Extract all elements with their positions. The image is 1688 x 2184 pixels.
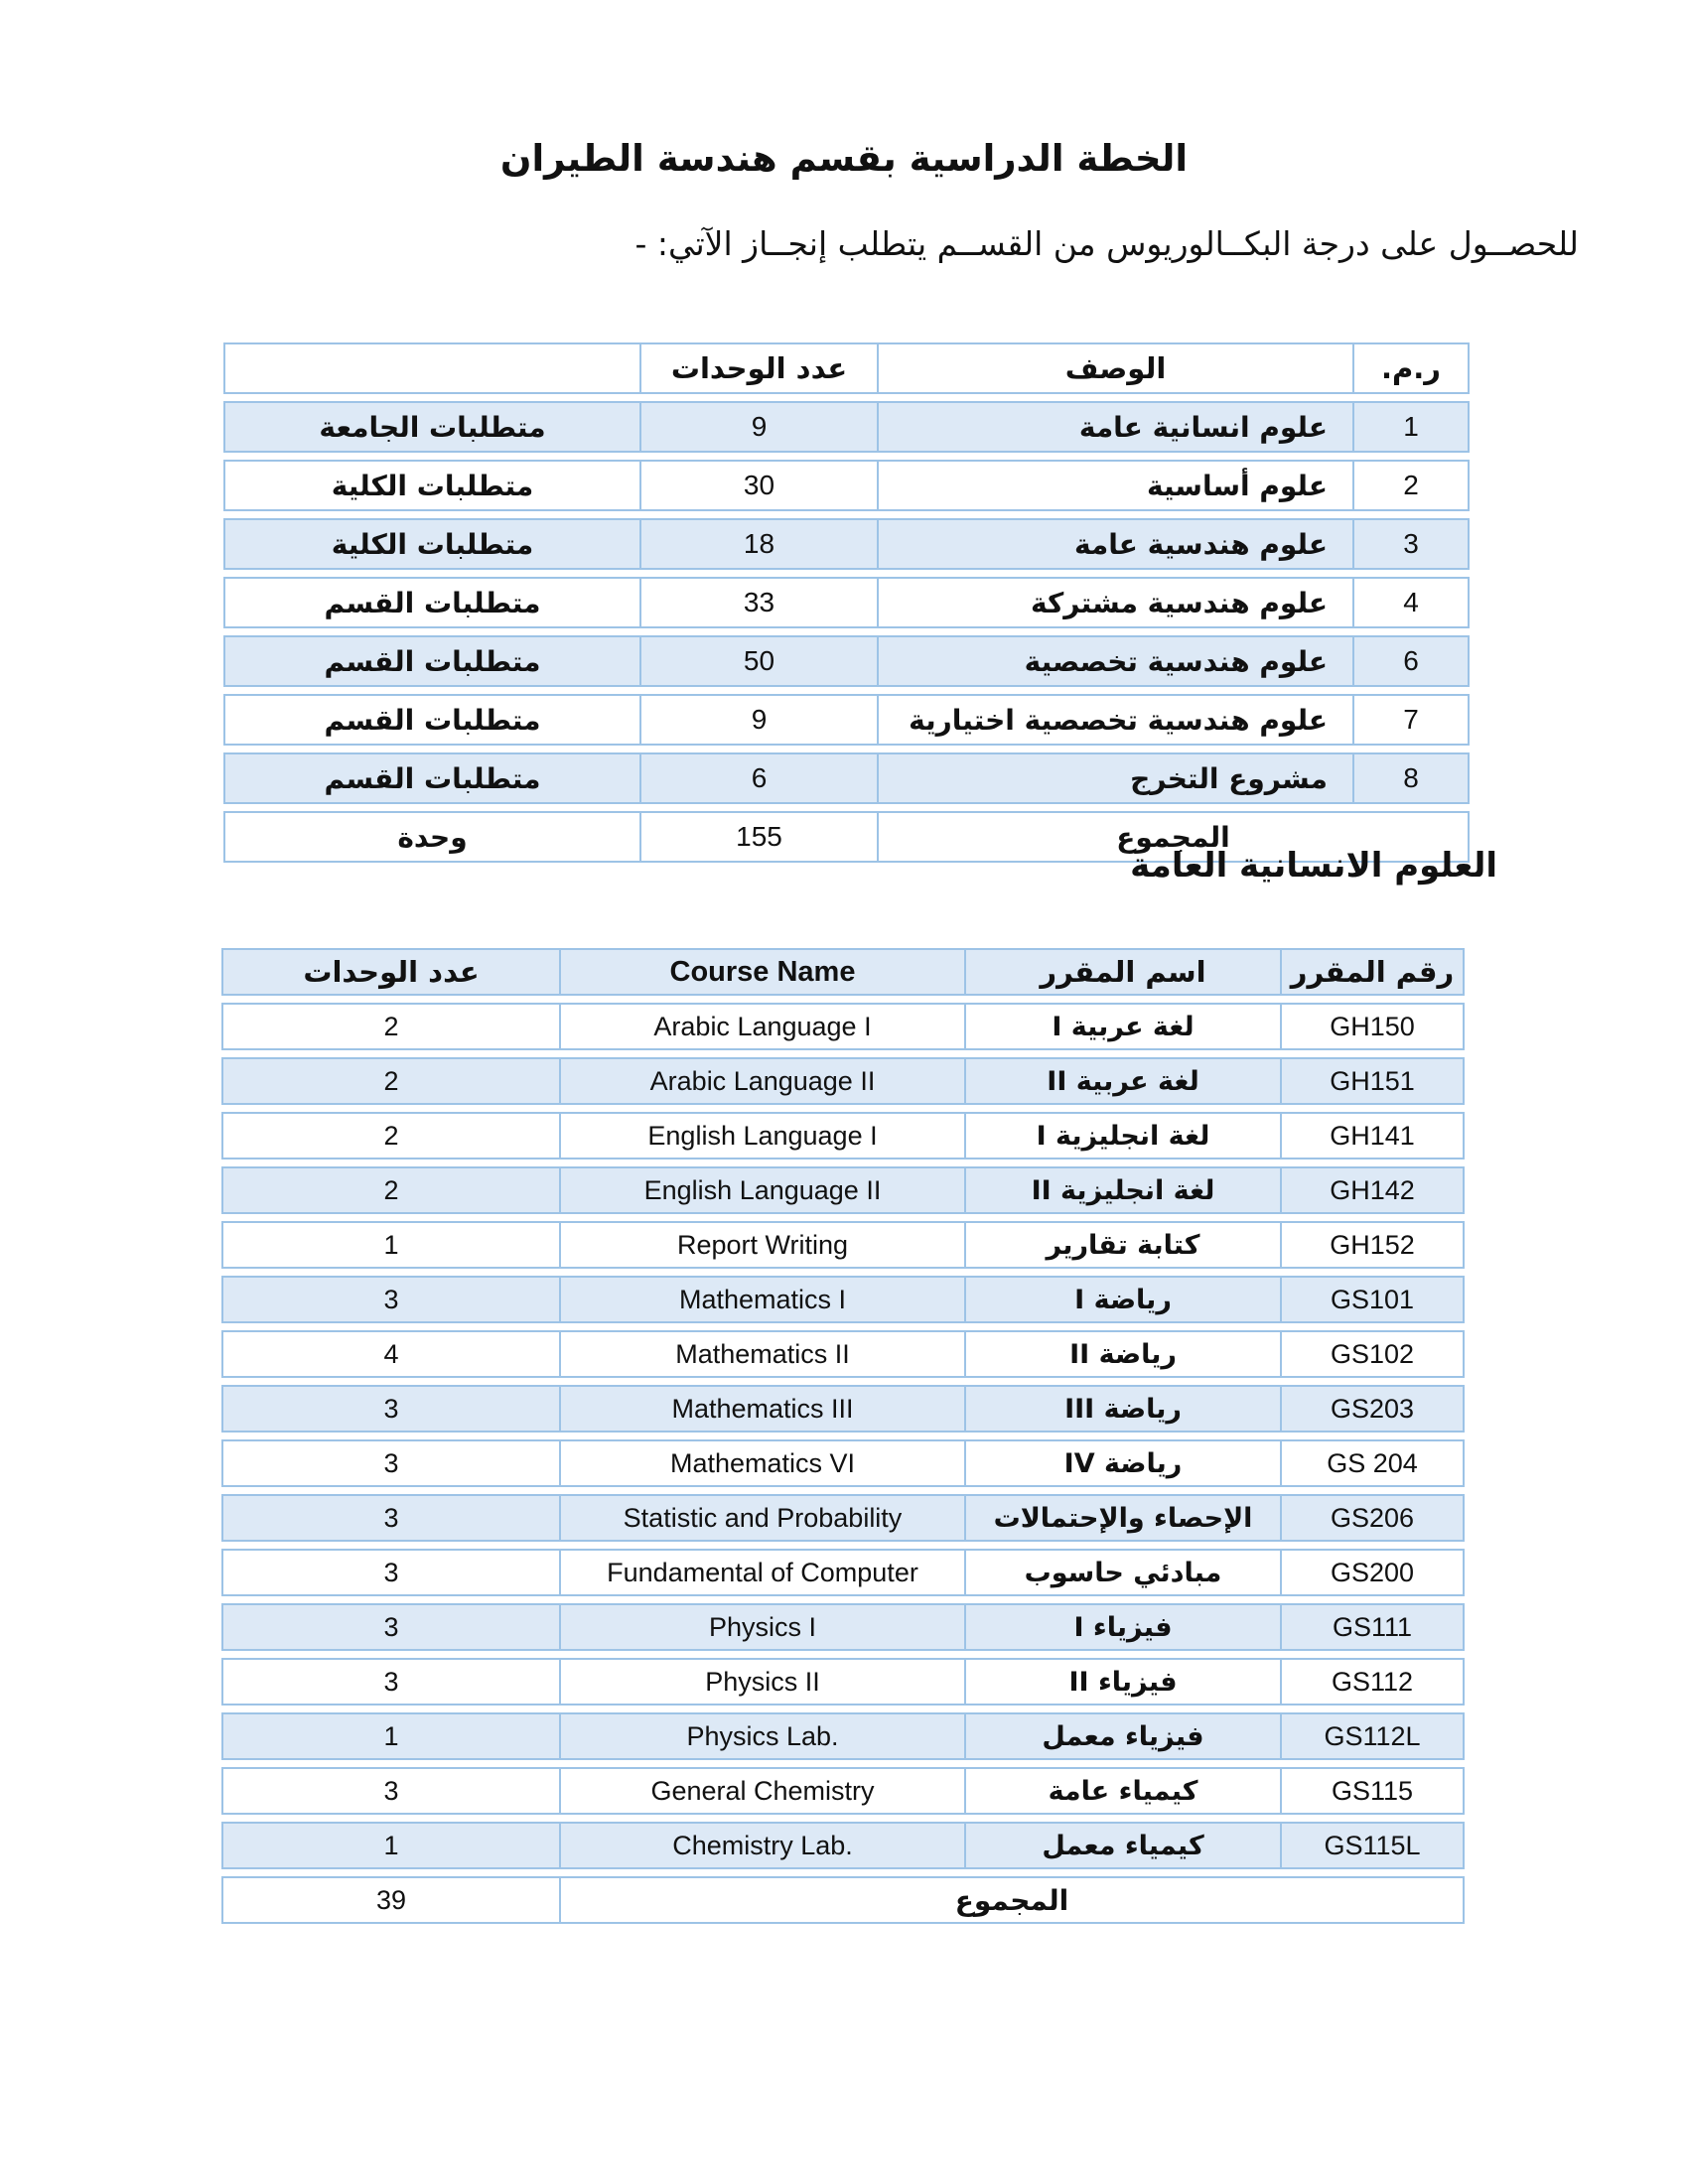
cell-units: 30 — [641, 460, 879, 511]
table-row — [221, 1385, 1465, 1433]
cell-course_ar: كيمياء عامة — [966, 1767, 1282, 1815]
cell-code: GH141 — [1282, 1112, 1465, 1160]
cell-course_en: Physics I — [561, 1603, 966, 1651]
cell-units: 6 — [641, 752, 879, 804]
table-row — [223, 401, 1470, 453]
cell-course_en: Arabic Language II — [561, 1057, 966, 1105]
header-course-name-ar: اسم المقرر — [966, 948, 1282, 996]
table-row — [221, 1822, 1465, 1869]
total-unit-word: وحدة — [223, 811, 641, 863]
cell-num: 4 — [1354, 577, 1470, 628]
cell-units: 2 — [221, 1003, 561, 1050]
summary-header-row — [223, 342, 1470, 394]
table-row — [223, 694, 1470, 746]
courses-table — [221, 941, 1465, 1931]
header-requirement — [223, 342, 641, 394]
cell-req: متطلبات الكلية — [223, 518, 641, 570]
courses-total-row — [221, 1876, 1465, 1924]
cell-course_ar: كيمياء معمل — [966, 1822, 1282, 1869]
cell-code: GS203 — [1282, 1385, 1465, 1433]
table-row — [223, 752, 1470, 804]
cell-num: 6 — [1354, 635, 1470, 687]
cell-units: 1 — [221, 1221, 561, 1269]
cell-units: 2 — [221, 1057, 561, 1105]
cell-course_en: Mathematics I — [561, 1276, 966, 1323]
cell-code: GH152 — [1282, 1221, 1465, 1269]
cell-course_en: Statistic and Probability — [561, 1494, 966, 1542]
cell-course_en: Mathematics III — [561, 1385, 966, 1433]
cell-code: GH151 — [1282, 1057, 1465, 1105]
table-row — [221, 1057, 1465, 1105]
cell-code: GS111 — [1282, 1603, 1465, 1651]
cell-units: 3 — [221, 1494, 561, 1542]
cell-course_en: Arabic Language I — [561, 1003, 966, 1050]
cell-code: GS115 — [1282, 1767, 1465, 1815]
cell-units: 18 — [641, 518, 879, 570]
cell-course_en: Physics Lab. — [561, 1712, 966, 1760]
cell-course_en: Report Writing — [561, 1221, 966, 1269]
table-row — [221, 1712, 1465, 1760]
cell-course_en: Mathematics VI — [561, 1439, 966, 1487]
cell-course_en: Mathematics II — [561, 1330, 966, 1378]
cell-units: 3 — [221, 1549, 561, 1596]
section-title-humanities: العلوم الانسانية العامة — [1130, 846, 1497, 886]
cell-course_ar: الإحصاء والإحتمالات — [966, 1494, 1282, 1542]
table-row — [221, 1658, 1465, 1706]
cell-course_ar: لغة عربية I — [966, 1003, 1282, 1050]
cell-units: 9 — [641, 694, 879, 746]
cell-desc: علوم هندسية عامة — [879, 518, 1354, 570]
table-row — [221, 1603, 1465, 1651]
table-row — [221, 1439, 1465, 1487]
cell-course_ar: فيزياء I — [966, 1603, 1282, 1651]
cell-units: 1 — [221, 1712, 561, 1760]
cell-req: متطلبات الجامعة — [223, 401, 641, 453]
table-row — [221, 1330, 1465, 1378]
cell-desc: علوم انسانية عامة — [879, 401, 1354, 453]
cell-units: 50 — [641, 635, 879, 687]
cell-course_en: Chemistry Lab. — [561, 1822, 966, 1869]
cell-course_ar: فيزياء II — [966, 1658, 1282, 1706]
cell-units: 3 — [221, 1276, 561, 1323]
cell-course_ar: رياضة I — [966, 1276, 1282, 1323]
cell-units: 2 — [221, 1166, 561, 1214]
cell-course_ar: رياضة IV — [966, 1439, 1282, 1487]
cell-units: 9 — [641, 401, 879, 453]
table-row — [223, 635, 1470, 687]
cell-units: 4 — [221, 1330, 561, 1378]
cell-code: GS101 — [1282, 1276, 1465, 1323]
table-row — [221, 1003, 1465, 1050]
header-units: عدد الوحدات — [641, 342, 879, 394]
courses-header-row — [221, 948, 1465, 996]
cell-course_ar: رياضة II — [966, 1330, 1282, 1378]
cell-course_ar: لغة انجليزية I — [966, 1112, 1282, 1160]
cell-code: GS200 — [1282, 1549, 1465, 1596]
cell-code: GS 204 — [1282, 1439, 1465, 1487]
cell-course_ar: رياضة III — [966, 1385, 1282, 1433]
cell-course_ar: كتابة تقارير — [966, 1221, 1282, 1269]
cell-num: 1 — [1354, 401, 1470, 453]
cell-desc: مشروع التخرج — [879, 752, 1354, 804]
table-row — [221, 1221, 1465, 1269]
header-description: الوصف — [879, 342, 1354, 394]
cell-units: 3 — [221, 1658, 561, 1706]
cell-course_en: General Chemistry — [561, 1767, 966, 1815]
table-row — [223, 518, 1470, 570]
cell-num: 7 — [1354, 694, 1470, 746]
cell-course_en: Fundamental of Computer — [561, 1549, 966, 1596]
cell-code: GS112 — [1282, 1658, 1465, 1706]
total-label: المجموع — [561, 1876, 1465, 1924]
table-row — [221, 1276, 1465, 1323]
cell-course_ar: فيزياء معمل — [966, 1712, 1282, 1760]
cell-code: GS206 — [1282, 1494, 1465, 1542]
header-course-name-en: Course Name — [561, 948, 966, 996]
cell-num: 2 — [1354, 460, 1470, 511]
header-serial: ر.م. — [1354, 342, 1470, 394]
cell-req: متطلبات القسم — [223, 694, 641, 746]
table-row — [221, 1767, 1465, 1815]
table-row — [221, 1166, 1465, 1214]
cell-desc: علوم هندسية مشتركة — [879, 577, 1354, 628]
cell-course_ar: لغة عربية II — [966, 1057, 1282, 1105]
header-course-code: رقم المقرر — [1282, 948, 1465, 996]
cell-course_en: English Language I — [561, 1112, 966, 1160]
cell-req: متطلبات الكلية — [223, 460, 641, 511]
table-row — [221, 1494, 1465, 1542]
cell-units: 33 — [641, 577, 879, 628]
cell-desc: علوم أساسية — [879, 460, 1354, 511]
cell-code: GH142 — [1282, 1166, 1465, 1214]
cell-code: GS112L — [1282, 1712, 1465, 1760]
cell-units: 3 — [221, 1603, 561, 1651]
cell-units: 3 — [221, 1767, 561, 1815]
table-row — [223, 577, 1470, 628]
cell-num: 8 — [1354, 752, 1470, 804]
cell-req: متطلبات القسم — [223, 752, 641, 804]
total-units: 39 — [221, 1876, 561, 1924]
table-row — [221, 1112, 1465, 1160]
summary-table — [223, 336, 1470, 870]
cell-code: GH150 — [1282, 1003, 1465, 1050]
cell-units: 2 — [221, 1112, 561, 1160]
cell-code: GS115L — [1282, 1822, 1465, 1869]
cell-course_ar: مبادئي حاسوب — [966, 1549, 1282, 1596]
total-units: 155 — [641, 811, 879, 863]
cell-code: GS102 — [1282, 1330, 1465, 1378]
cell-units: 1 — [221, 1822, 561, 1869]
cell-req: متطلبات القسم — [223, 577, 641, 628]
cell-req: متطلبات القسم — [223, 635, 641, 687]
cell-units: 3 — [221, 1385, 561, 1433]
cell-course_en: Physics II — [561, 1658, 966, 1706]
cell-num: 3 — [1354, 518, 1470, 570]
cell-units: 3 — [221, 1439, 561, 1487]
page-title: الخطة الدراسية بقسم هندسة الطيران — [499, 137, 1189, 180]
table-row — [221, 1549, 1465, 1596]
table-row — [223, 460, 1470, 511]
cell-desc: علوم هندسية تخصصية اختيارية — [879, 694, 1354, 746]
header-units: عدد الوحدات — [221, 948, 561, 996]
cell-desc: علوم هندسية تخصصية — [879, 635, 1354, 687]
cell-course_en: English Language II — [561, 1166, 966, 1214]
intro-line: للحصــول على درجة البكــالوريوس من القســم يتطلب إنجــاز الآتي: - — [634, 224, 1579, 263]
cell-course_ar: لغة انجليزية II — [966, 1166, 1282, 1214]
total-label: المجموع — [879, 811, 1470, 863]
